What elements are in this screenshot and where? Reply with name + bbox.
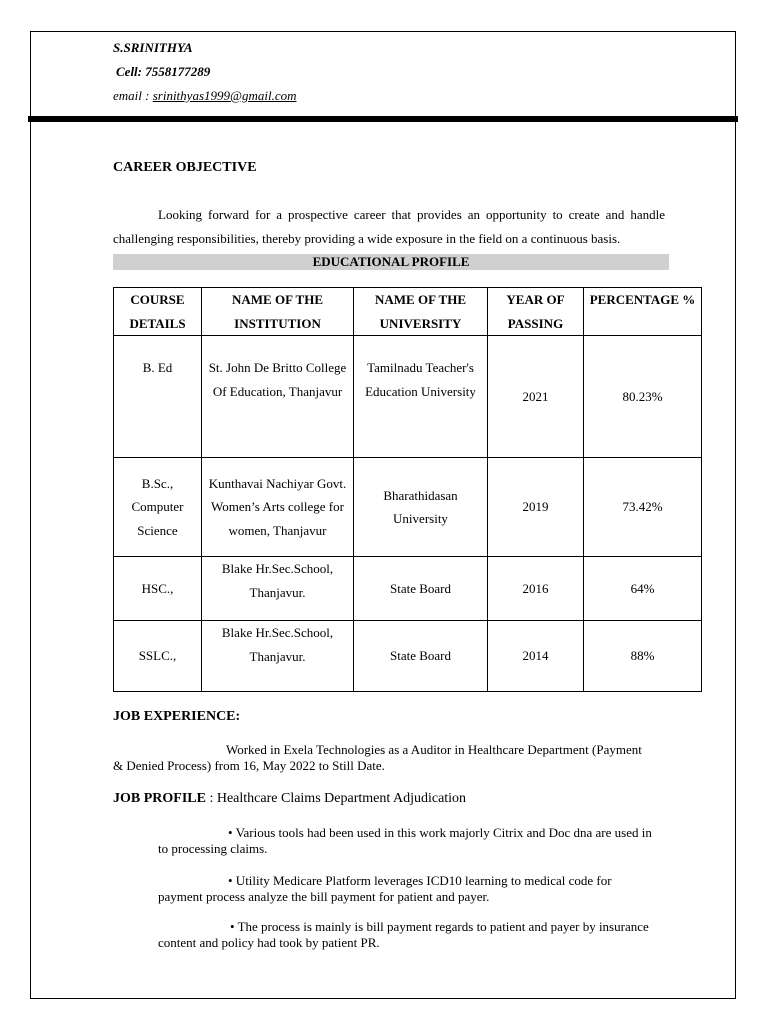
job-profile-line bbox=[113, 791, 673, 807]
list-item bbox=[158, 873, 668, 905]
table-cell: Blake Hr.Sec.School, Thanjavur. bbox=[202, 621, 354, 692]
job-experience-heading: JOB EXPERIENCE: bbox=[113, 709, 241, 724]
table-cell: 2016 bbox=[488, 557, 584, 621]
list-item-line: • The process is mainly is bill payment regards to patient and payer by insurance bbox=[230, 919, 649, 934]
career-objective-text: Looking forward for a prospective career that provides an opportunity to create and handle challenging responsibilities, thereby providing a wide exposure in the field on a continuous basis. bbox=[113, 207, 665, 246]
table-cell: 73.42% bbox=[584, 458, 702, 557]
header-divider bbox=[28, 116, 738, 122]
list-item bbox=[158, 825, 668, 857]
list-item-line: payment process analyze the bill payment for patient and payer. bbox=[158, 889, 490, 904]
table-cell: St. John De Britto College Of Education, Thanjavur bbox=[202, 336, 354, 458]
list-item-line: • Various tools had been used in this work majorly Citrix and Doc dna are used in bbox=[228, 825, 652, 840]
table-cell: 2014 bbox=[488, 621, 584, 692]
education-table bbox=[113, 287, 702, 692]
career-objective-heading: CAREER OBJECTIVE bbox=[113, 160, 257, 175]
list-item bbox=[158, 919, 668, 951]
table-cell: HSC., bbox=[114, 557, 202, 621]
table-cell: Tamilnadu Teacher's Education University bbox=[354, 336, 488, 458]
table-row bbox=[114, 458, 702, 557]
table-cell: State Board bbox=[354, 621, 488, 692]
job-experience-text bbox=[113, 742, 673, 774]
job-experience-line: & Denied Process) from 16, May 2022 to Still Date. bbox=[113, 758, 385, 773]
table-cell: State Board bbox=[354, 557, 488, 621]
list-item-line: to processing claims. bbox=[158, 841, 268, 856]
cell-number: Cell: 7558177289 bbox=[116, 64, 211, 79]
table-header-row bbox=[114, 288, 702, 336]
table-cell: 88% bbox=[584, 621, 702, 692]
educational-profile-heading: EDUCATIONAL PROFILE bbox=[113, 254, 669, 270]
column-header: PERCENTAGE % bbox=[584, 288, 702, 336]
email-label: email : bbox=[113, 88, 153, 103]
table-cell: 80.23% bbox=[584, 336, 702, 458]
job-profile-heading: JOB PROFILE bbox=[113, 791, 206, 806]
column-header: YEAR OF PASSING bbox=[488, 288, 584, 336]
table-cell: 2019 bbox=[488, 458, 584, 557]
list-item-line: • Utility Medicare Platform leverages ICD10 learning to medical code for bbox=[228, 873, 612, 888]
table-cell: B.Sc., Computer Science bbox=[114, 458, 202, 557]
email-link[interactable]: srinithyas1999@gmail.com bbox=[152, 88, 297, 103]
job-profile-value: Healthcare Claims Department Adjudication bbox=[216, 791, 467, 806]
job-profile-separator: : bbox=[205, 791, 217, 806]
table-row bbox=[114, 336, 702, 458]
table-row bbox=[114, 621, 702, 692]
candidate-name: S.SRINITHYA bbox=[113, 40, 193, 55]
table-cell: Blake Hr.Sec.School, Thanjavur. bbox=[202, 557, 354, 621]
email-line bbox=[113, 88, 296, 104]
column-header: NAME OF THE INSTITUTION bbox=[202, 288, 354, 336]
column-header: COURSE DETAILS bbox=[114, 288, 202, 336]
table-cell: Bharathidasan University bbox=[354, 458, 488, 557]
table-cell: SSLC., bbox=[114, 621, 202, 692]
table-cell: B. Ed bbox=[114, 336, 202, 458]
table-cell: Kunthavai Nachiyar Govt. Women’s Arts college for women, Thanjavur bbox=[202, 458, 354, 557]
table-cell: 2021 bbox=[488, 336, 584, 458]
table-row bbox=[114, 557, 702, 621]
table-cell: 64% bbox=[584, 557, 702, 621]
job-experience-line: Worked in Exela Technologies as a Auditor in Healthcare Department (Payment bbox=[226, 742, 642, 757]
list-item-line: content and policy had took by patient PR. bbox=[158, 935, 380, 950]
column-header: NAME OF THE UNIVERSITY bbox=[354, 288, 488, 336]
